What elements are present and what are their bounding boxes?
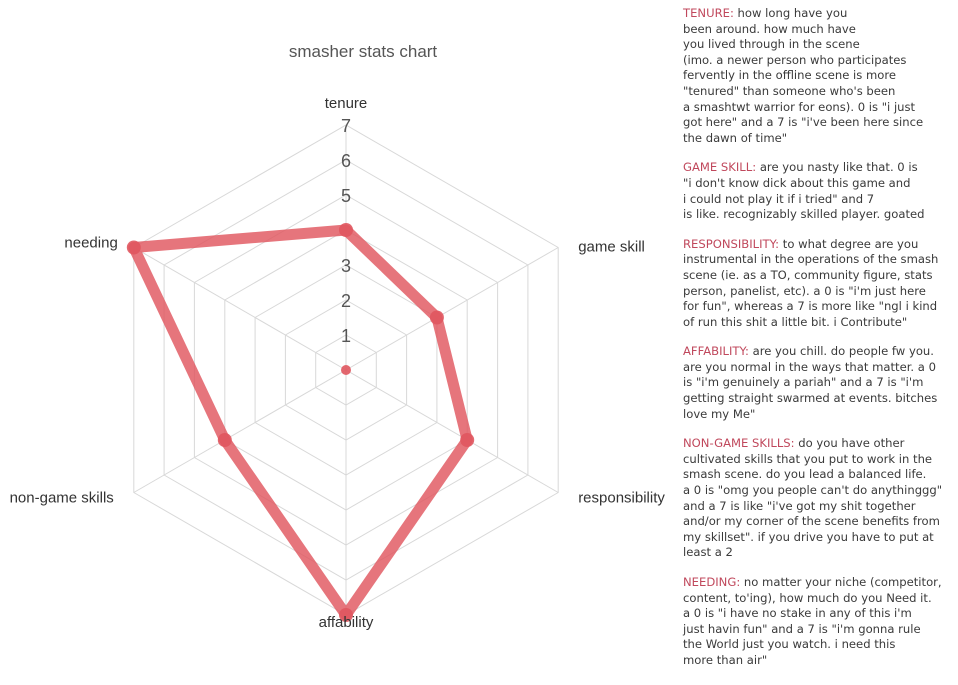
- data-point: [339, 223, 353, 237]
- axis-label-non-game-skills: non-game skills: [9, 489, 114, 507]
- center-point: [341, 365, 351, 375]
- definition-term: AFFABILITY:: [683, 344, 749, 359]
- definition-text: to what degree are you instrumental in the operations of the smash scene (ie. as a TO, community figure, stats person, panelist, etc). a 0 is "i'm just here for fun", whereas a 7 is more like "ngl i kind of run this shit a little bit. i Contribute": [683, 236, 939, 329]
- definition-block: [683, 436, 955, 561]
- axis-label-affability: affability: [318, 614, 374, 631]
- definition-text: are you nasty like that. 0 is "i don't know dick about this game and i could not play it if i tried" and 7 is like. recognizably skilled player. goated: [683, 160, 925, 222]
- tick-label: 1: [340, 326, 352, 346]
- tick-label: 3: [340, 256, 352, 276]
- axis-label-tenure: tenure: [324, 95, 368, 112]
- definition-text: how long have you been around. how much have you lived through in the scene (imo. a newer person who participates fervently in the offline scene is more "tenured" than someone who's been a smashtwt warrior for eons). 0 is "i just got here" and a 7 is "i've been here since the dawn of time": [683, 6, 924, 145]
- definition-block: [683, 575, 955, 669]
- axis-label-responsibility: responsibility: [578, 489, 665, 507]
- definition-text: do you have other cultivated skills that you put to work in the smash scene. do you lead a balanced life. a 0 is "omg you people can't do anythinggg" and a 7 is like "i've got my shit together and/or my corner of the scene benefits from my skillset". if you drive you have to put at least a 2: [683, 436, 943, 560]
- definition-block: [683, 160, 955, 222]
- radar-axis-labels: [10, 95, 666, 631]
- data-point: [218, 433, 232, 447]
- stat-definitions: [683, 6, 955, 683]
- definition-block: [683, 344, 955, 422]
- series-line: [134, 230, 467, 615]
- definition-term: TENURE:: [683, 6, 734, 20]
- axis-label-game-skill: game skill: [578, 238, 645, 256]
- definition-term: NON-GAME SKILLS:: [683, 436, 795, 451]
- grid-spoke: [134, 370, 346, 493]
- chart-title: smasher stats chart: [288, 42, 438, 61]
- axis-label-needing: needing: [64, 234, 118, 252]
- definition-text: no matter your niche (competitor, content, to'ing), how much do you Need it. a 0 is "i have no stake in any of this i'm just havin fun" and a 7 is "i'm gonna rule the World just you watch. i need this more than air": [683, 575, 942, 667]
- definition-term: GAME SKILL:: [683, 160, 757, 175]
- definition-block: [683, 237, 955, 331]
- definition-term: RESPONSIBILITY:: [683, 236, 780, 251]
- data-point: [127, 241, 141, 255]
- definition-term: NEEDING:: [683, 575, 741, 589]
- data-point: [460, 433, 474, 447]
- tick-label: 5: [340, 186, 352, 206]
- radar-series: [127, 223, 474, 622]
- data-point: [430, 311, 444, 325]
- tick-label: 7: [340, 116, 352, 136]
- tick-label: 2: [340, 291, 352, 311]
- definition-block: [683, 6, 955, 146]
- tick-label: 6: [340, 151, 352, 171]
- definition-text: are you chill. do people fw you. are you normal in the ways that matter. a 0 is "i'm genuinely a pariah" and a 7 is "i'm getting straight swarmed at events. bitches love my Me": [683, 344, 938, 421]
